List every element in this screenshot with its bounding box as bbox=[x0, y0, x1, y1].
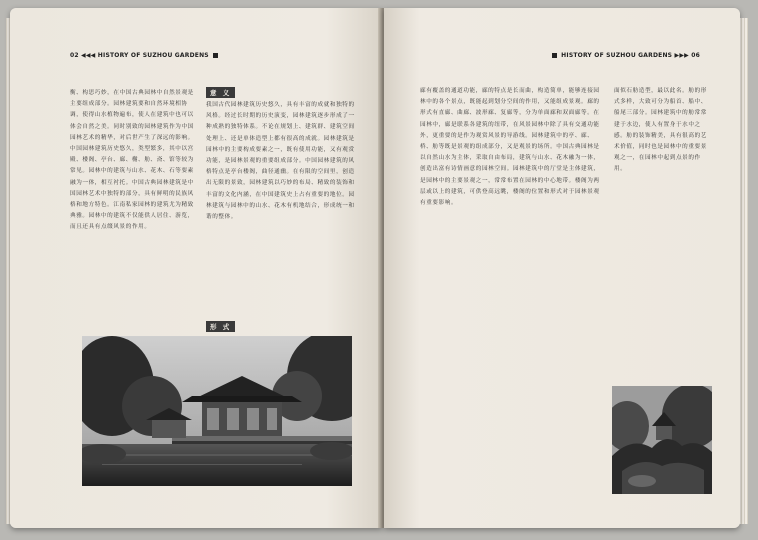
left-column-text-2: 我国古代园林建筑历史悠久，具有丰富的成就和独特的风格。经过长时期的历史演变，园林建筑逐步形成了一种成熟的独特体系。不论在规划上、建筑群、建筑空间处理上、还是单体造型上都有很高的成就。园林建筑是园林中的主要构成要素之一，既有使用功能，又有观赏功能，是园林景观的重要组成部分。中国园林建筑的风格特点是亭台楼阁，曲径通幽。在有限的空间里，创造出无限的景致，园林建筑以巧妙的布局、精致的装饰和丰富的文化内涵，在中国建筑史上占有重要的地位。园林建筑与园林中的山水、花木有机地结合，形成统一和谐的整体。 bbox=[206, 102, 355, 221]
right-page bbox=[384, 8, 740, 528]
right-arrows: ▶▶▶ bbox=[674, 52, 689, 59]
left-column-text-1: 衡、构思巧妙，在中国古典园林中自然景观是主要组成部分。园林建筑要和自然环境相协调，使得山水植物遍布，使人在建筑中也可以体会自然之美。同时别致的园林建筑作为中国园林艺术的精华，对后世产生了深远的影响。中国园林建筑历史悠久，类型繁多，其中以宫殿、楼阁、亭台、廊、榭、舫、斋、馆等较为常见。园林中的建筑与山水、花木、石等要素融为一体，相互衬托。中国古典园林建筑是中国园林艺术中独特的部分，具有鲜明的民族风格和地方特色。江南私家园林的建筑尤为精致典雅。园林中的建筑不仅能供人居住、游览，而且还具有点缀风景的作用。 bbox=[70, 90, 194, 231]
left-running-title: HISTORY OF SUZHOU GARDENS bbox=[97, 52, 209, 59]
section-heading-1 bbox=[206, 80, 235, 99]
rockery-illustration bbox=[612, 386, 712, 494]
garden-pavilion-photo bbox=[82, 336, 352, 486]
left-page-number: 02 bbox=[70, 52, 79, 59]
right-page-header bbox=[550, 52, 700, 59]
left-arrows: ◀◀◀ bbox=[81, 52, 96, 59]
left-page-header bbox=[70, 52, 220, 59]
section-heading-2-label: 形 式 bbox=[206, 321, 235, 332]
section-heading-2 bbox=[206, 314, 235, 333]
section-heading-1-label: 意 义 bbox=[206, 87, 235, 98]
right-column-text-1: 廊有覆盖的通道功能，廊的特点是长而曲，构造简单，能够连接园林中的各个景点，既能起到划分空间的作用，又能组成景观。廊的形式有直廊、曲廊、波形廊、复廊等，分为单面廊和双面廊等。在园林中，廊是联系各建筑的纽带，在风景园林中除了具有交通功能外，更重要的是作为观赏风景的导游线。园林建筑中的亭、廊、桥、舫等既是景观的组成部分，又是观景的场所。中国古典园林是以自然山水为主体，采取自由布局，建筑与山水、花木融为一体，创造出富有诗情画意的园林空间。园林建筑中的厅堂是主体建筑，是园林中的主要景观之一，常常布置在园林的中心地带。楼阁为两层或以上的建筑，可供登高远眺，楼阁的位置和形式对于园林景观有重要影响。 bbox=[420, 88, 600, 207]
open-book bbox=[6, 8, 752, 534]
left-page bbox=[10, 8, 382, 528]
right-running-title: HISTORY OF SUZHOU GARDENS bbox=[561, 52, 673, 59]
garden-pavilion-illustration bbox=[82, 336, 352, 486]
right-page-number: 06 bbox=[691, 52, 700, 59]
header-square-icon bbox=[213, 53, 218, 58]
right-column-text-2: 面似石舫造型，最以此名。舫的形式多样，大致可分为船首、船中、船尾三部分。园林建筑中的舫常常建于水边，使人有置身于水中之感。舫的装饰精美，具有很高的艺术价值，同时也是园林中的重要景观之一，在园林中起到点景的作用。 bbox=[614, 88, 707, 173]
header-square-icon-right bbox=[552, 53, 557, 58]
rockery-pavilion-photo bbox=[612, 386, 712, 494]
